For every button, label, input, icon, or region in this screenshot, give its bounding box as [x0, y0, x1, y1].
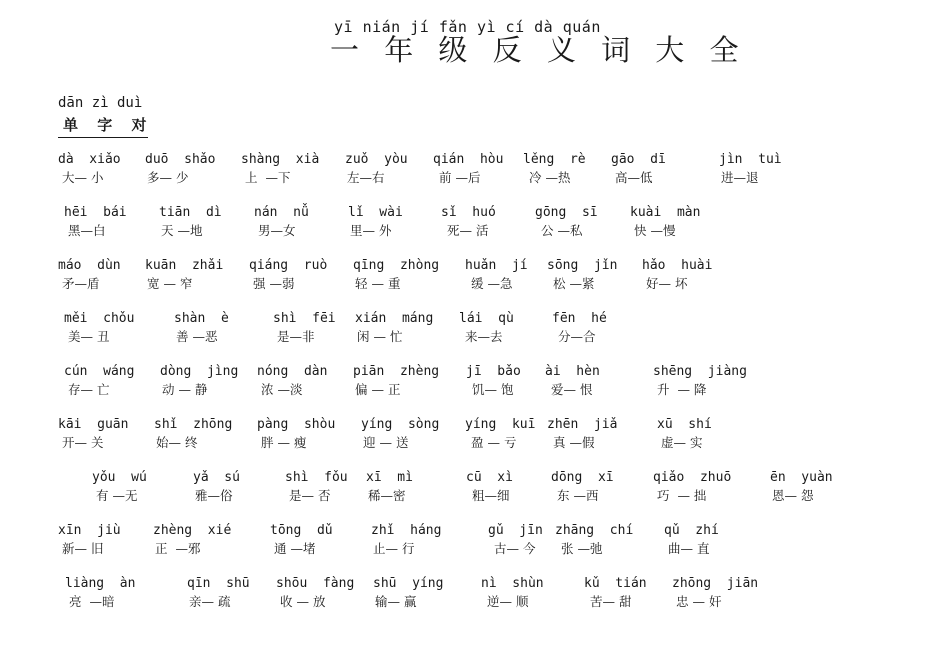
antonym-pair [441, 205, 496, 239]
pair-characters: 饥— 饱 [472, 382, 514, 397]
pair-pinyin: tōng dǔ [270, 523, 333, 538]
antonym-pair [174, 311, 229, 345]
antonym-pair [285, 470, 348, 504]
pair-characters: 偏 — 正 [355, 382, 401, 397]
antonym-pair [653, 364, 747, 398]
antonym-pair [145, 258, 223, 292]
antonym-pair [653, 470, 731, 504]
antonym-pair [58, 152, 121, 186]
pair-pinyin: dōng xī [551, 470, 614, 485]
antonym-pair [611, 152, 666, 186]
pair-characters: 张 —弛 [561, 541, 603, 556]
section-title: 单 字 对 [58, 114, 148, 138]
pair-pinyin: xīn jiù [58, 523, 121, 538]
pair-pinyin: gǔ jīn [488, 523, 543, 538]
pair-characters: 闲 — 忙 [357, 329, 403, 344]
pair-characters: 粗—细 [472, 488, 510, 503]
antonym-pair [353, 258, 439, 292]
pair-characters: 黑—白 [68, 223, 106, 238]
pair-characters: 爱— 恨 [551, 382, 593, 397]
pair-pinyin: nóng dàn [257, 364, 328, 379]
pair-characters: 是— 否 [289, 488, 331, 503]
pair-characters: 男—女 [258, 223, 296, 238]
pair-characters: 逆— 顺 [487, 594, 529, 609]
pair-characters: 亲— 疏 [189, 594, 231, 609]
pair-pinyin: jìn tuì [719, 152, 782, 167]
pair-pinyin: duō shǎo [145, 152, 216, 167]
antonym-pair [488, 523, 543, 557]
pair-pinyin: hēi bái [64, 205, 127, 220]
pair-characters: 上 —下 [245, 170, 291, 185]
antonym-pair [257, 364, 327, 398]
pair-pinyin: shì fǒu [285, 470, 348, 485]
pair-pinyin: nì shùn [481, 576, 544, 591]
pair-pinyin: gāo dī [611, 152, 666, 167]
antonym-pair [373, 576, 443, 610]
pair-pinyin: zhèng xié [153, 523, 232, 538]
pair-pinyin: shǐ zhōng [154, 417, 233, 432]
title-pinyin: yī nián jí fǎn yì cí dà quán [334, 18, 601, 36]
antonym-pair [145, 152, 215, 186]
antonym-pair [584, 576, 647, 610]
antonym-pair [535, 205, 598, 239]
pair-characters: 迎 — 送 [363, 435, 409, 450]
antonym-pair [187, 576, 250, 610]
pair-characters: 升 — 降 [657, 382, 707, 397]
pair-characters: 好— 坏 [646, 276, 688, 291]
antonym-pair [355, 311, 433, 345]
pair-characters: 善 —恶 [176, 329, 218, 344]
pair-pinyin: yíng sòng [361, 417, 440, 432]
antonym-pair [481, 576, 544, 610]
antonym-pair [249, 258, 327, 292]
antonym-pair [672, 576, 758, 610]
antonym-pair [770, 470, 833, 504]
pair-pinyin: qǔ zhí [664, 523, 719, 538]
pair-characters: 高—低 [615, 170, 653, 185]
pair-pinyin: piān zhèng [353, 364, 440, 379]
page-title: 一 年 级 反 义 词 大 全 [330, 33, 747, 67]
pair-characters: 虚— 实 [661, 435, 703, 450]
pair-pinyin: tiān dì [159, 205, 222, 220]
pair-characters: 有 —无 [96, 488, 138, 503]
antonym-pair [555, 523, 633, 557]
pair-pinyin: jī bǎo [466, 364, 521, 379]
pair-characters: 里— 外 [350, 223, 392, 238]
pair-pinyin: shàn è [174, 311, 229, 326]
pair-characters: 公 —私 [541, 223, 583, 238]
pair-characters: 是—非 [277, 329, 315, 344]
pair-characters: 进—退 [721, 170, 759, 185]
antonym-pair [523, 152, 586, 186]
antonym-pair [466, 470, 513, 504]
pair-characters: 稀—密 [368, 488, 406, 503]
pair-pinyin: zhāng chí [555, 523, 634, 538]
pair-characters: 止— 行 [373, 541, 415, 556]
antonym-pair [58, 258, 121, 292]
pair-characters: 恩— 怨 [772, 488, 814, 503]
pair-characters: 存— 亡 [68, 382, 110, 397]
antonym-pair [353, 364, 439, 398]
antonym-pair [719, 152, 782, 186]
pair-pinyin: qiáng ruò [249, 258, 328, 273]
pair-pinyin: qīn shū [187, 576, 250, 591]
antonym-pair [64, 311, 134, 345]
pair-pinyin: fēn hé [552, 311, 607, 326]
pair-characters: 大— 小 [62, 170, 104, 185]
pair-characters: 始— 终 [156, 435, 198, 450]
pair-characters: 强 —弱 [253, 276, 295, 291]
antonym-pair [159, 205, 222, 239]
pair-pinyin: kuài màn [630, 205, 701, 220]
pair-pinyin: máo dùn [58, 258, 121, 273]
antonym-pair [366, 470, 413, 504]
antonym-pair [64, 205, 127, 239]
pair-pinyin: měi chǒu [64, 311, 135, 326]
pair-pinyin: zhǐ háng [371, 523, 442, 538]
antonym-pair [547, 417, 617, 451]
pair-pinyin: shēng jiàng [653, 364, 747, 379]
pair-pinyin: ài hèn [545, 364, 600, 379]
pair-characters: 收 — 放 [280, 594, 326, 609]
antonym-pair [345, 152, 408, 186]
pair-pinyin: zuǒ yòu [345, 152, 408, 167]
antonym-pair [160, 364, 238, 398]
pair-pinyin: nán nǚ [254, 205, 309, 220]
pair-characters: 多— 少 [147, 170, 189, 185]
pair-characters: 快 —慢 [634, 223, 676, 238]
section-pinyin: dān zì duì [58, 95, 143, 111]
pair-characters: 曲— 直 [668, 541, 710, 556]
antonym-pair [257, 417, 335, 451]
pair-characters: 输— 赢 [375, 594, 417, 609]
pair-characters: 亮 —暗 [69, 594, 115, 609]
pair-pinyin: kuān zhǎi [145, 258, 224, 273]
pair-characters: 分—合 [558, 329, 596, 344]
antonym-pair [433, 152, 503, 186]
pair-pinyin: qiǎo zhuō [653, 470, 732, 485]
pair-characters: 真 —假 [553, 435, 595, 450]
antonym-pair [92, 470, 147, 504]
pair-pinyin: zhōng jiān [672, 576, 759, 591]
pair-pinyin: liàng àn [65, 576, 136, 591]
pair-pinyin: xián máng [355, 311, 434, 326]
antonym-pair [552, 311, 607, 345]
pair-characters: 松 —紧 [553, 276, 595, 291]
pair-characters: 轻 — 重 [355, 276, 401, 291]
pair-characters: 天 —地 [161, 223, 203, 238]
pair-pinyin: qīng zhòng [353, 258, 440, 273]
pair-pinyin: dà xiǎo [58, 152, 121, 167]
pair-pinyin: ēn yuàn [770, 470, 833, 485]
antonym-pair [273, 311, 336, 345]
antonym-pair [361, 417, 439, 451]
antonym-pair [547, 258, 617, 292]
antonym-pair [276, 576, 354, 610]
pair-characters: 左—右 [347, 170, 385, 185]
antonym-pair [193, 470, 240, 504]
pair-characters: 矛—盾 [62, 276, 100, 291]
pair-characters: 正 —邪 [155, 541, 201, 556]
pair-pinyin: yǎ sú [193, 470, 240, 485]
pair-pinyin: qián hòu [433, 152, 504, 167]
antonym-pair [58, 523, 121, 557]
pair-pinyin: lěng rè [523, 152, 586, 167]
antonym-pair [58, 417, 128, 451]
antonym-pair [153, 523, 231, 557]
antonym-pair [642, 258, 712, 292]
antonym-pair [551, 470, 614, 504]
pair-pinyin: lǐ wài [348, 205, 403, 220]
pair-characters: 死— 活 [447, 223, 489, 238]
pair-pinyin: xī mì [366, 470, 413, 485]
antonym-pair [459, 311, 514, 345]
antonym-pair [241, 152, 319, 186]
pair-characters: 缓 —急 [471, 276, 513, 291]
pair-pinyin: zhēn jiǎ [547, 417, 618, 432]
pair-characters: 东 —西 [557, 488, 599, 503]
pair-pinyin: yíng kuī [465, 417, 536, 432]
pair-characters: 冷 —热 [529, 170, 571, 185]
pair-pinyin: xū shí [657, 417, 712, 432]
pair-pinyin: cún wáng [64, 364, 135, 379]
antonym-pair [64, 364, 134, 398]
pair-pinyin: huǎn jí [465, 258, 528, 273]
pair-characters: 雅—俗 [195, 488, 233, 503]
pair-pinyin: cū xì [466, 470, 513, 485]
pair-characters: 胖 — 瘦 [261, 435, 307, 450]
antonym-pair [466, 364, 521, 398]
pair-characters: 浓 —淡 [261, 382, 303, 397]
antonym-pair [154, 417, 232, 451]
pair-pinyin: shì fēi [273, 311, 336, 326]
pair-pinyin: shū yíng [373, 576, 444, 591]
pair-pinyin: sǐ huó [441, 205, 496, 220]
pair-characters: 苦— 甜 [590, 594, 632, 609]
antonym-pair [630, 205, 700, 239]
antonym-pair [348, 205, 403, 239]
antonym-pair [657, 417, 712, 451]
pair-pinyin: kāi guān [58, 417, 129, 432]
pair-characters: 古— 今 [494, 541, 536, 556]
pair-pinyin: dòng jìng [160, 364, 239, 379]
pair-characters: 盈 — 亏 [471, 435, 517, 450]
pair-characters: 美— 丑 [68, 329, 110, 344]
pair-pinyin: shōu fàng [276, 576, 355, 591]
pair-characters: 来—去 [465, 329, 503, 344]
pair-pinyin: pàng shòu [257, 417, 336, 432]
antonym-pair [270, 523, 333, 557]
pair-characters: 通 —堵 [274, 541, 316, 556]
pair-characters: 新— 旧 [62, 541, 104, 556]
pair-characters: 开— 关 [62, 435, 104, 450]
pair-characters: 前 —后 [439, 170, 481, 185]
pair-pinyin: lái qù [459, 311, 514, 326]
pair-pinyin: shàng xià [241, 152, 320, 167]
antonym-pair [371, 523, 441, 557]
pair-characters: 巧 — 拙 [657, 488, 707, 503]
pair-pinyin: sōng jǐn [547, 258, 618, 273]
pair-characters: 宽 — 窄 [147, 276, 193, 291]
pair-pinyin: hǎo huài [642, 258, 713, 273]
antonym-pair [254, 205, 309, 239]
antonym-pair [664, 523, 719, 557]
antonym-pair [465, 417, 535, 451]
pair-characters: 动 — 静 [162, 382, 208, 397]
antonym-pair [465, 258, 528, 292]
pair-pinyin: yǒu wú [92, 470, 147, 485]
pair-pinyin: kǔ tián [584, 576, 647, 591]
pair-characters: 忠 — 奸 [676, 594, 722, 609]
pair-pinyin: gōng sī [535, 205, 598, 220]
antonym-pair [545, 364, 600, 398]
antonym-pair [65, 576, 135, 610]
